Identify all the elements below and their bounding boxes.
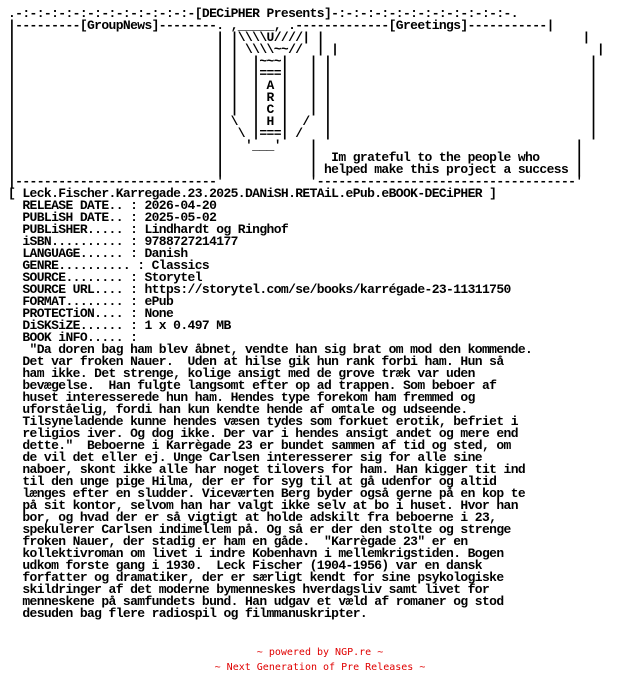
nfo-line: iSBN.......... : 9788727214177 (8, 234, 238, 249)
nfo-line: Tilsyneladende kunne hendes væsen tydes som forkuet erotik, befriet i (8, 414, 518, 429)
nfo-line: menneskene på samfundets bund. Han udgav et væld af romaner og stod (8, 594, 504, 609)
nfo-line: | | | |===| | | | (8, 66, 597, 81)
nfo-line: SOURCE URL.... : https://storytel.com/se/books/karrégade-23-11311750 (8, 282, 511, 297)
nfo-line: | | | | C | | | | (8, 102, 597, 117)
nfo-line: Det var froken Nauer. Uden at hilse gik hun rank forbi ham. Hun så (8, 354, 504, 369)
nfo-line: forfatter og dramatiker, der er særligt kendt for sine psykologiske (8, 570, 504, 585)
nfo-line: ham ikke. Det strenge, kolige ansigt med de grove træk var uden (8, 366, 475, 381)
nfo-line: længes efter en sludder. Viceværten Berg byder også gerne på en kop te (8, 486, 526, 501)
nfo-line: bor, og hvad der er så vigtigt at holde adskilt fra beboerne i 23, (8, 510, 497, 525)
nfo-line: | | '___' | | (8, 138, 583, 153)
nfo-line: desuden bag flere radiospil og filmmanuskripter. (8, 606, 368, 621)
nfo-line: | | | Im grateful to the people who | (8, 150, 583, 165)
nfo-line: huset interesserede hun ham. Hendes type forekom ham fremmed og (8, 390, 475, 405)
nfo-line: religios iver. Og dog ikke. Der var i hendes ansigt andet og mere end (8, 426, 518, 441)
nfo-line: BOOK iNFO..... : (8, 330, 138, 345)
nfo-line: "Da doren bag ham blev åbnet, vendte han sig brat om mod den kommende. (8, 342, 533, 357)
nfo-line: GENRE.......... : Classics (8, 258, 210, 273)
nfo-line: kollektivroman om livet i indre Kobenhavn i mellemkrigstiden. Bogen (8, 546, 504, 561)
nfo-line: froken Nauer, der stadig er ham en gåde. "Karrègade 23" er en (8, 534, 468, 549)
nfo-line: RELEASE DATE.. : 2026-04-20 (8, 198, 217, 213)
nfo-line: DiSKSiZE...... : 1 x 0.497 MB (8, 318, 231, 333)
nfo-line: | | \ | H | / | | (8, 114, 597, 129)
nfo-line: PUBLiSH DATE.. : 2025-05-02 (8, 210, 217, 225)
nfo-line: | | | |~~~| | | | (8, 54, 597, 69)
nfo-line: til den unge pige Hilma, der er for syg til at gå udenfor og altid (8, 474, 497, 489)
nfo-line: spekulerer Carlsen indimellem på. Og så er der den stolte og strenge (8, 522, 511, 537)
nfo-line: dette." Beboerne i Karrègade 23 er bundet sammen af tid og sted, om (8, 438, 511, 453)
nfo-line: | | | \\\\~~// | | | (8, 42, 605, 57)
nfo-line: PROTECTiON.... : None (8, 306, 174, 321)
tagline-text: ~ Next Generation of Pre Releases ~ (214, 662, 426, 673)
nfo-line: .-:-:-:-:-:-:-:-:-:-:-:-:-[DECiPHER Presents]-:-:-:-:-:-:-:-:-:-:-:-:-. (8, 6, 518, 21)
nfo-line: SOURCE........ : Storytel (8, 270, 202, 285)
nfo-line: | | | | A | | | | (8, 78, 597, 93)
nfo-line: FORMAT........ : ePub (8, 294, 174, 309)
nfo-line: på sit kontor, selvom han har valgt ikke selv at bo i huset. Hvor han (8, 498, 518, 513)
nfo-line: bevægelse. Han fulgte langsomt efter op ad trappen. Som beboer af (8, 378, 497, 393)
footer (0, 645, 640, 675)
nfo-line: | | | | R | | | | (8, 90, 597, 105)
nfo-line: | | | helped make this project a success | (8, 162, 583, 177)
nfo-line: naboer, skont ikke alle har noget tilovers for ham. Han kigger tit ind (8, 462, 526, 477)
nfo-line: udkom forste gang i 1930. Leck Fischer (1904-1956) var en dansk (8, 558, 482, 573)
nfo-line: | | \ |===| / | | (8, 126, 597, 141)
nfo-line: |----------------------------' '------------------------------------' (8, 174, 583, 189)
nfo-line: de vil det eller ej. Unge Carlsen interesserer sig for alle sine (8, 450, 482, 465)
nfo-line: [ Leck.Fischer.Karregade.23.2025.DANiSH.RETAiL.ePub.eBOOK-DECiPHER ] (8, 186, 497, 201)
nfo-line: | | |\\\\U////| | | (8, 30, 590, 45)
nfo-line: |---------[GroupNews]--------. ,_____, .-------------[Greetings]-----------| (8, 18, 554, 33)
nfo-line: PUBLiSHER..... : Lindhardt og Ringhof (8, 222, 289, 237)
nfo-line: LANGUAGE...... : Danish (8, 246, 188, 261)
nfo-text-block (8, 8, 604, 620)
powered-by-text: ~ powered by NGP.re ~ (256, 647, 384, 658)
nfo-line: skildringer af det moderne bymenneskes hverdagsliv samt livet for (8, 582, 490, 597)
nfo-line: uforståelig, fordi han kun kendte hende af omtale og udseende. (8, 402, 468, 417)
